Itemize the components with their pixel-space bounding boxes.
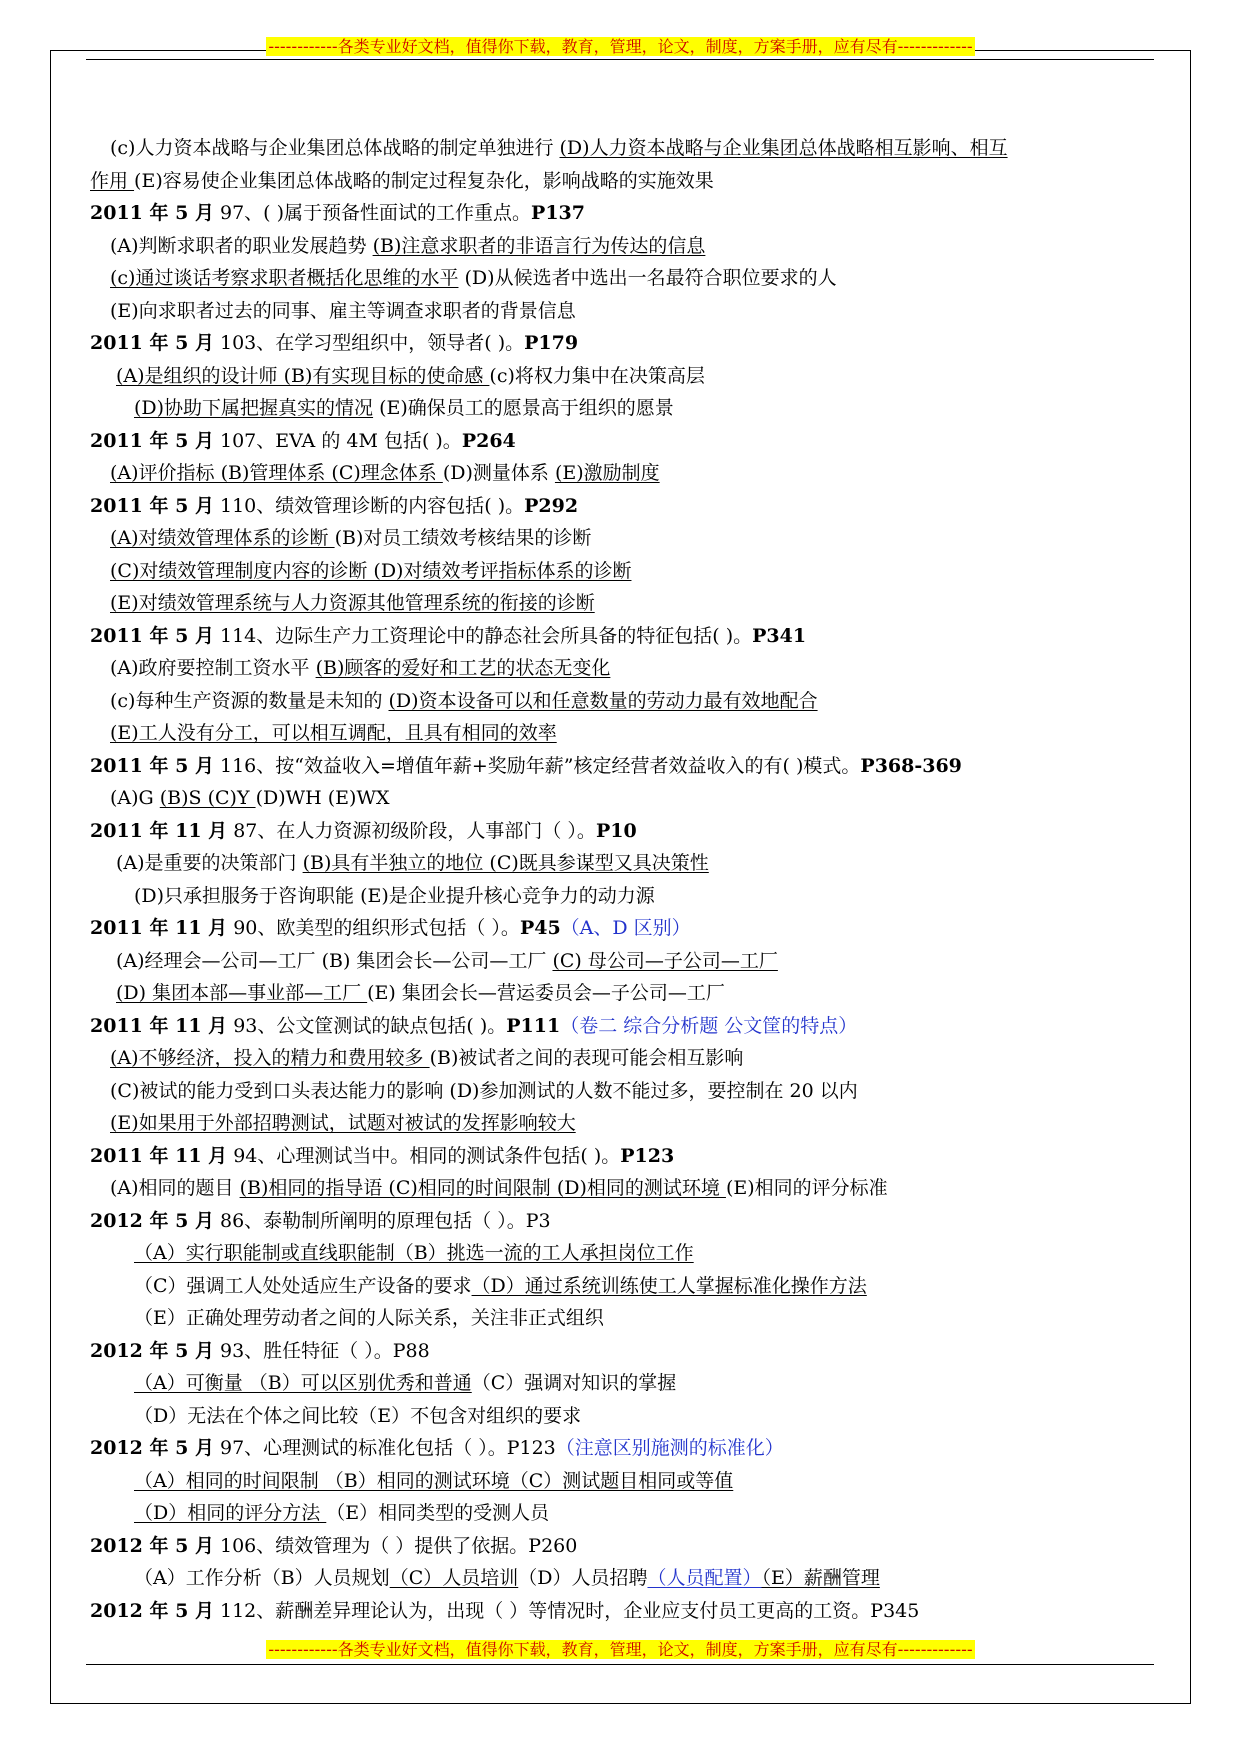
header-rule <box>86 59 1154 60</box>
question-heading: 2012 年 5 月 97、心理测试的标准化包括（ ）。P123（注意区别施测的标准化） <box>90 1437 784 1459</box>
question-heading: 2011 年 5 月 97、( )属于预备性面试的工作重点。P137 <box>90 202 585 224</box>
question-heading: 2012 年 5 月 86、泰勒制所阐明的原理包括（ ）。P3 <box>90 1209 551 1232</box>
option-line: （D）相同的评分方法 （E）相同类型的受测人员 <box>134 1502 550 1524</box>
option-line: (A)判断求职者的职业发展趋势 (B)注意求职者的非语言行为传达的信息 <box>110 234 706 257</box>
footer-banner: ------------各类专业好文档，值得你下载，教育，管理，论文，制度，方案手册，应有尽有------------- <box>268 1640 973 1659</box>
question-heading: 2012 年 5 月 106、绩效管理为（ ）提供了依据。P260 <box>90 1534 578 1557</box>
question-heading: 2011 年 5 月 116、按“效益收入=增值年薪+奖励年薪”核定经营者效益收入的有( )模式。P368-369 <box>90 754 962 777</box>
option-line: （C）强调工人处处适应生产设备的要求（D）通过系统训练使工人掌握标准化操作方法 <box>134 1274 867 1297</box>
option-line: (A)评价指标 (B)管理体系 (C)理念体系 (D)测量体系 (E)激励制度 <box>110 462 660 484</box>
question-heading: 2011 年 5 月 103、在学习型组织中，领导者( )。P179 <box>90 332 579 354</box>
question-heading: 2012 年 5 月 93、胜任特征（ ）。P88 <box>90 1339 430 1362</box>
question-heading: 2012 年 5 月 112、薪酬差异理论认为，出现（ ）等情况时，企业应支付员工更高的工资。P345 <box>90 1599 920 1622</box>
option-line: (A)政府要控制工资水平 (B)顾客的爱好和工艺的状态无变化 <box>110 657 611 679</box>
option-line: （A）实行职能制或直线职能制（B）挑选一流的工人承担岗位工作 <box>134 1242 694 1264</box>
option-line: （A）工作分析（B）人员规划（C）人员培训（D）人员招聘（人员配置）（E）薪酬管理 <box>134 1567 880 1589</box>
question-heading: 2011 年 11 月 90、欧美型的组织形式包括（ ）。P45（A、D 区别） <box>90 917 691 939</box>
option-line: （D）无法在个体之间比较（E）不包含对组织的要求 <box>134 1404 582 1427</box>
text-line: 作用 (E)容易使企业集团总体战略的制定过程复杂化，影响战略的实施效果 <box>90 169 714 192</box>
question-heading: 2011 年 5 月 114、边际生产力工资理论中的静态社会所具备的特征包括( )。P341 <box>90 624 807 647</box>
question-heading: 2011 年 11 月 94、心理测试当中。相同的测试条件包括( )。P123 <box>90 1144 675 1167</box>
option-line: （A）相同的时间限制 （B）相同的测试环境（C）测试题目相同或等值 <box>134 1469 734 1492</box>
option-line: (E)对绩效管理系统与人力资源其他管理系统的衔接的诊断 <box>110 592 595 614</box>
option-line: （E）正确处理劳动者之间的人际关系，关注非正式组织 <box>134 1307 604 1329</box>
option-line: (c)每种生产资源的数量是未知的 (D)资本设备可以和任意数量的劳动力最有效地配合 <box>110 689 818 712</box>
option-line: (A)是组织的设计师 (B)有实现目标的使命感 (c)将权力集中在决策高层 <box>116 364 705 387</box>
text-line: (c)人力资本战略与企业集团总体战略的制定单独进行 (D)人力资本战略与企业集团总体战略相互影响、相互 <box>110 137 1008 159</box>
question-heading: 2011 年 11 月 93、公文筐测试的缺点包括( )。P111（卷二 综合分析题 公文筐的特点） <box>90 1014 858 1037</box>
option-line: (c)通过谈话考察求职者概括化思维的水平 (D)从候选者中选出一名最符合职位要求的人 <box>110 267 837 289</box>
option-line: （A）可衡量 （B）可以区别优秀和普通（C）强调对知识的掌握 <box>134 1372 677 1394</box>
option-line: (A)G (B)S (C)Y (D)WH (E)WX <box>110 787 390 809</box>
header-banner: ------------各类专业好文档，值得你下载，教育，管理，论文，制度，方案手册，应有尽有------------- <box>268 37 973 56</box>
option-line: (D)协助下属把握真实的情况 (E)确保员工的愿景高于组织的愿景 <box>134 397 674 419</box>
option-line: (C)被试的能力受到口头表达能力的影响 (D)参加测试的人数不能过多，要控制在 20 以内 <box>110 1079 858 1102</box>
footer-rule <box>86 1664 1154 1665</box>
option-line: (D)只承担服务于咨询职能 (E)是企业提升核心竞争力的动力源 <box>134 884 655 907</box>
option-line: (A)相同的题目 (B)相同的指导语 (C)相同的时间限制 (D)相同的测试环境 (E)相同的评分标准 <box>110 1177 888 1199</box>
option-line: (A)对绩效管理体系的诊断 (B)对员工绩效考核结果的诊断 <box>110 527 592 549</box>
option-line: (E)向求职者过去的同事、雇主等调查求职者的背景信息 <box>110 299 576 322</box>
option-line: (E)如果用于外部招聘测试，试题对被试的发挥影响较大 <box>110 1112 576 1134</box>
question-heading: 2011 年 5 月 110、绩效管理诊断的内容包括( )。P292 <box>90 494 579 517</box>
question-heading: 2011 年 11 月 87、在人力资源初级阶段，人事部门（ ）。P10 <box>90 819 637 842</box>
document-body <box>90 132 1158 1627</box>
option-line: (A)是重要的决策部门 (B)具有半独立的地位 (C)既具参谋型又具决策性 <box>116 852 709 874</box>
option-line: (A)经理会—公司—工厂 (B) 集团会长—公司—工厂 (C) 母公司—子公司—工厂 <box>116 949 778 972</box>
question-heading: 2011 年 5 月 107、EVA 的 4M 包括( )。P264 <box>90 429 516 452</box>
option-line: (C)对绩效管理制度内容的诊断 (D)对绩效考评指标体系的诊断 <box>110 559 632 582</box>
option-line: (E)工人没有分工，可以相互调配，且具有相同的效率 <box>110 722 557 744</box>
option-line: (A)不够经济，投入的精力和费用较多 (B)被试者之间的表现可能会相互影响 <box>110 1047 744 1069</box>
option-line: (D) 集团本部—事业部—工厂 (E) 集团会长—营运委员会—子公司—工厂 <box>116 982 725 1004</box>
